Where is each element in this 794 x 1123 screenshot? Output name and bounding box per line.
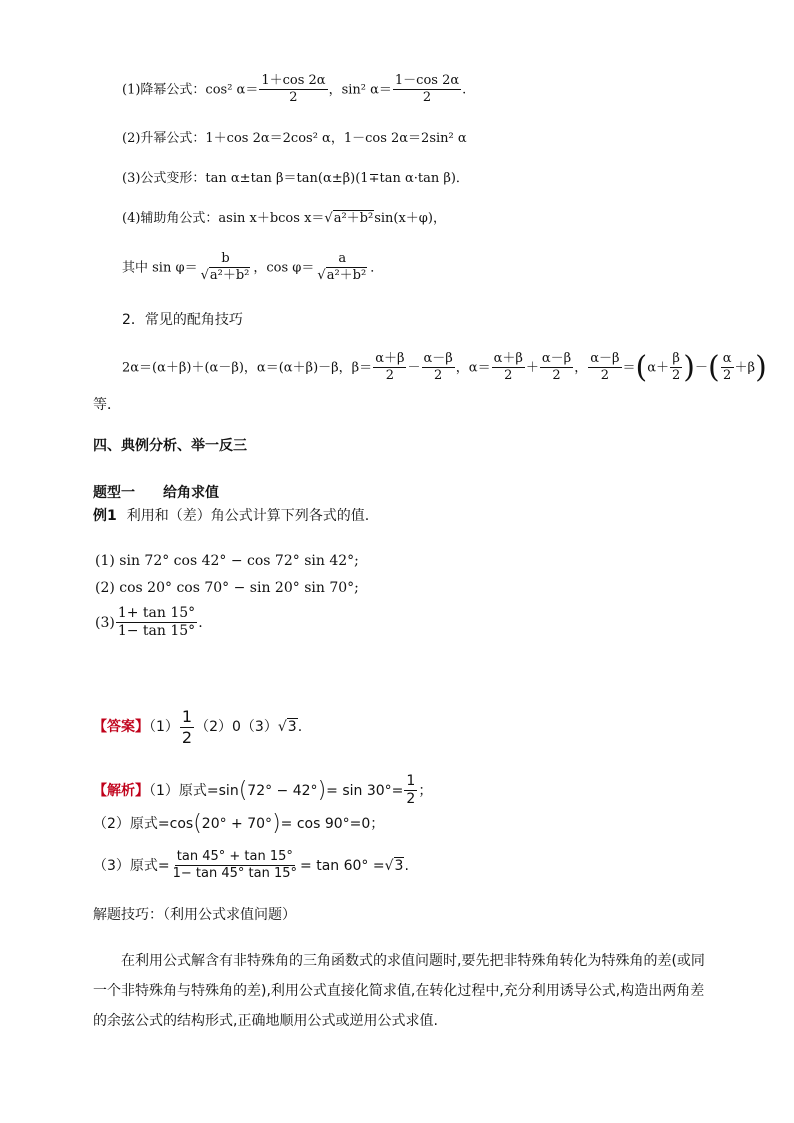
fraction-numerator: 1+ tan 15° [116, 606, 197, 623]
fraction [422, 352, 455, 384]
answer-text: . [297, 719, 303, 736]
fraction-numerator: 1－cos 2α [393, 74, 461, 90]
fraction-denominator: 2 [504, 368, 513, 384]
sqrt-radicand: a²＋b² [326, 268, 367, 284]
paren: ( [635, 349, 648, 385]
section-heading: 四、典例分析、举一反三 [93, 438, 247, 454]
formula-angle-pairing [122, 349, 767, 385]
tips-title: 解题技巧：（利用公式求值问题） [93, 907, 296, 923]
formula-power-reduction [122, 74, 466, 106]
fraction [404, 774, 417, 808]
paren: ) [272, 811, 281, 836]
sqrt-icon: √ [324, 211, 333, 226]
fraction-numerator: β [670, 352, 682, 368]
analysis-text: . [404, 857, 409, 874]
analysis-text: （2）原式=cos [93, 815, 194, 832]
analysis-line-1 [93, 774, 432, 808]
formula-text: . [198, 614, 203, 631]
sqrt-radicand: a²＋b² [333, 211, 374, 226]
fraction-numerator: α－β [540, 352, 573, 368]
answer-text: （1） [149, 719, 179, 736]
fraction-denominator: 2 [385, 368, 394, 384]
fraction-denominator: 2 [422, 90, 432, 106]
analysis-text: = cos 90°=0； [280, 815, 385, 832]
fraction-denominator: 2 [181, 727, 193, 747]
fraction-numerator: α＋β [492, 352, 525, 368]
fraction-numerator: 1 [181, 707, 193, 726]
formula-power-raise: (2)升幂公式：1＋cos 2α＝2cos² α，1－cos 2α＝2sin² α [122, 131, 467, 146]
analysis-text: ； [418, 782, 433, 799]
formula-phi-definition [122, 252, 383, 284]
fraction-denominator: 2 [434, 368, 443, 384]
fraction-denominator: 2 [723, 368, 732, 384]
fraction [315, 252, 369, 284]
fraction-numerator: b [219, 252, 231, 268]
paren: ) [683, 349, 696, 385]
formula-text: ， [574, 360, 588, 376]
paren: ) [317, 778, 327, 804]
fraction [171, 850, 299, 882]
fraction-numerator: α＋β [373, 352, 406, 368]
sqrt-icon: √ [384, 857, 394, 874]
fraction-denominator: 2 [406, 791, 416, 808]
fraction-denominator [315, 268, 369, 283]
fraction [588, 352, 621, 384]
analysis-text: = tan 60° = [300, 857, 385, 874]
formula-text: 其中 sin φ＝ [122, 260, 198, 276]
analysis-line-3 [93, 850, 409, 882]
paren: ( [193, 811, 202, 836]
sqrt-icon: √ [200, 268, 209, 284]
fraction [540, 352, 573, 384]
sqrt-icon: √ [277, 719, 287, 736]
example-question-1: (1) sin 72° cos 42° − cos 72° sin 42°; [95, 553, 359, 569]
analysis-text: 20° + 70° [201, 815, 273, 832]
example-text: 利用和（差）角公式计算下列各式的值. [126, 508, 370, 524]
section-subtitle: 2．常见的配角技巧 [122, 312, 243, 328]
example-question-2: (2) cos 20° cos 70° − sin 20° sin 70°; [95, 580, 359, 596]
formula-text: (4)辅助角公式：asin x＋bcos x＝ [122, 211, 325, 226]
analysis-line-2 [93, 811, 385, 836]
formula-text: (1)降幂公式：cos² α＝ [122, 82, 259, 98]
formula-transform: (3)公式变形：tan α±tan β＝tan(α±β)(1∓tan α·tan β)． [122, 171, 469, 186]
analysis-text: （3）原式= [93, 857, 170, 874]
fraction-denominator [199, 268, 253, 283]
fraction [393, 74, 461, 106]
formula-text: ＋ [525, 360, 539, 376]
formula-text: α＋ [647, 360, 670, 376]
fraction-denominator: 2 [289, 90, 298, 106]
answer-text: （2）0（3） [195, 719, 278, 736]
analysis-label: 【解析】 [93, 782, 149, 799]
formula-text: ＝ [622, 360, 636, 376]
sqrt-radicand: 3 [394, 857, 404, 874]
analysis-text: = sin 30°= [326, 782, 404, 799]
analysis-text: 72° − 42° [247, 782, 318, 799]
fraction [199, 252, 253, 284]
fraction [373, 352, 406, 384]
fraction-denominator: 2 [600, 368, 609, 384]
fraction [259, 74, 327, 106]
formula-text: 2α＝(α＋β)＋(α－β)，α＝(α＋β)－β，β＝ [122, 360, 373, 376]
fraction [180, 708, 194, 746]
sqrt-icon: √ [317, 268, 326, 284]
fraction-denominator: 2 [672, 368, 681, 384]
question-type-title: 题型一 给角求值 [93, 485, 219, 501]
fraction-numerator: 1＋cos 2α [259, 74, 327, 90]
formula-text: sin(x＋φ)， [374, 211, 446, 226]
answer-line [93, 708, 302, 746]
formula-text: . [462, 82, 467, 98]
fraction-numerator: α－β [588, 352, 621, 368]
fraction-denominator: 1− tan 45° tan 15° [172, 866, 298, 882]
formula-text: ，sin² α＝ [328, 82, 392, 98]
fraction [721, 352, 734, 384]
formula-text: ，cos φ＝ [253, 260, 315, 276]
formula-text: － [695, 360, 709, 376]
fraction-denominator: 2 [552, 368, 561, 384]
fraction-numerator: a [336, 252, 348, 268]
formula-text: ，α＝ [455, 360, 491, 376]
sqrt-radicand: 3 [287, 719, 297, 736]
fraction-numerator: α－β [422, 352, 455, 368]
formula-auxiliary-angle [122, 212, 446, 225]
fraction-numerator: 1 [404, 774, 417, 791]
paren: ( [238, 778, 248, 804]
example-question-3 [95, 606, 203, 640]
formula-text: ＋β [734, 360, 756, 376]
paren: ( [708, 349, 720, 385]
example-title [93, 509, 369, 523]
fraction [492, 352, 525, 384]
paren: ) [755, 349, 767, 385]
fraction [670, 352, 682, 384]
sqrt-radicand: a²＋b² [209, 268, 250, 284]
formula-text: － [407, 360, 421, 376]
analysis-text: （1）原式=sin [149, 782, 239, 799]
fraction-denominator: 1− tan 15° [117, 623, 196, 640]
formula-text: ． [370, 260, 384, 276]
answer-label: 【答案】 [93, 719, 149, 736]
question-number: (3) [95, 614, 115, 631]
fraction-numerator: tan 45° + tan 15° [175, 850, 295, 866]
formula-end-text: 等． [93, 397, 121, 413]
fraction [116, 606, 197, 640]
tips-paragraph: 在利用公式解含有非特殊角的三角函数式的求值问题时,要先把非特殊角转化为特殊角的差(或同一个非特殊角与特殊角的差),利用公式直接化简求值,在转化过程中,充分利用诱导公式,构造出两角差的余弦公式的结构形式,正确地顺用公式或逆用公式求值. [93, 953, 705, 1029]
fraction-numerator: α [721, 352, 734, 368]
example-label: 例1 [93, 508, 117, 524]
